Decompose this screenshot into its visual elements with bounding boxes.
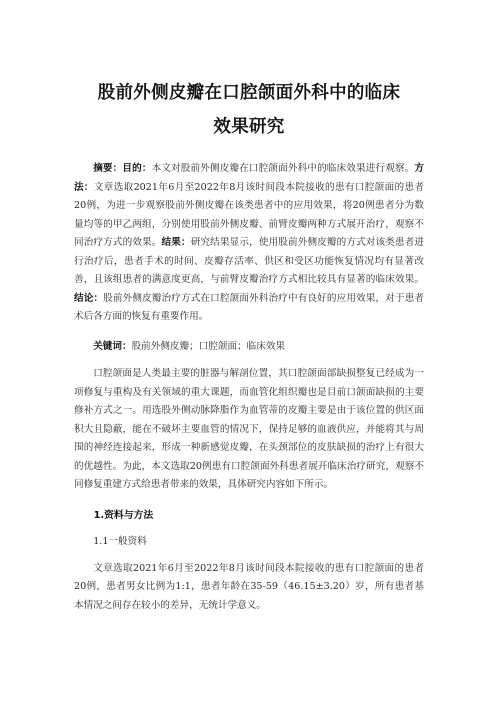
abstract-label: 摘要： (93, 163, 123, 174)
conclusion-text: 股前外侧皮瓣治疗方式在口腔颌面外科治疗中有良好的应用效果，对于患者术后各方面的恢复有重要作用。 (74, 292, 425, 322)
paper-title-line-1: 股前外侧皮瓣在口腔颌面外科中的临床 (97, 83, 401, 103)
result-text: 研究结果显示，使用股前外侧皮瓣的方式对该类患者进行治疗后，患者手术的时间、皮瓣存活率、供区和受区功能恢复情况均有显著改善，且该组患者的满意度更高，与前臂皮瓣治疗方式相比较具有显著的临床效果。 (74, 237, 425, 285)
keywords-text: 股前外侧皮瓣；口腔颌面；临床效果 (131, 340, 286, 352)
purpose-label: 目的： (122, 163, 152, 174)
method-label: 方法： (74, 163, 425, 193)
keywords-label: 关键词： (93, 340, 132, 352)
paper-title (74, 76, 424, 144)
result-label: 结果： (161, 237, 191, 248)
intro-paragraph: 口腔颌面是人类最主要的脏器与解剖位置，其口腔颌面部缺损整复已经成为一项修复与重构及有关领域的重大课题，而血管化组织瓣也是目前口颌面缺损的主要修补方式之一。用选股外侧动脉降脂作为血管蒂的皮瓣主要是由于该位置的供区面积大且隐蔽，能在不破坏主要血管的情况下，保持足够的血液供应，并能将其与周围的神经连接起来，形成一种新感觉皮瓣，在头颈部位的皮肤缺损的治疗上有很大的优越性。为此，本文选取20例患有口腔颌面外科患者展开临床治疗研究，观察不同修复重建方式给患者带来的效果，具体研究内容如下所示。 (74, 368, 424, 490)
section-heading-1: 1.资料与方法 (93, 509, 154, 521)
method-text: 文章选取2021年6月至2022年8月该时间段本院接收的患有口腔颌面的患者20例，为进一步观察股前外侧皮瓣在该类患者中的应用效果，将20例患者分为数量均等的甲乙两组，分别使用股前外侧皮瓣、前臂皮瓣两种方式展开治疗，观察不同治疗方式的效果。 (74, 181, 424, 248)
general-data-paragraph: 文章选取2021年6月至2022年8月该时间段本院接收的患有口腔颌面的患者20例，患者男女比例为1:1，患者年龄在35-59（46.15±3.20）岁，所有患者基本情况之间存在较小的差异，无统计学意义。 (74, 562, 424, 611)
keywords (74, 338, 424, 357)
purpose-text: 本文对股前外侧皮瓣在口腔颌面外科中的临床效果进行观察。 (151, 163, 415, 174)
conclusion-label: 结论： (74, 292, 104, 304)
paper-title-line-2: 效果研究 (213, 117, 285, 137)
abstract (74, 160, 424, 327)
subsection-heading-1-1: 1.1一般资料 (93, 535, 147, 547)
